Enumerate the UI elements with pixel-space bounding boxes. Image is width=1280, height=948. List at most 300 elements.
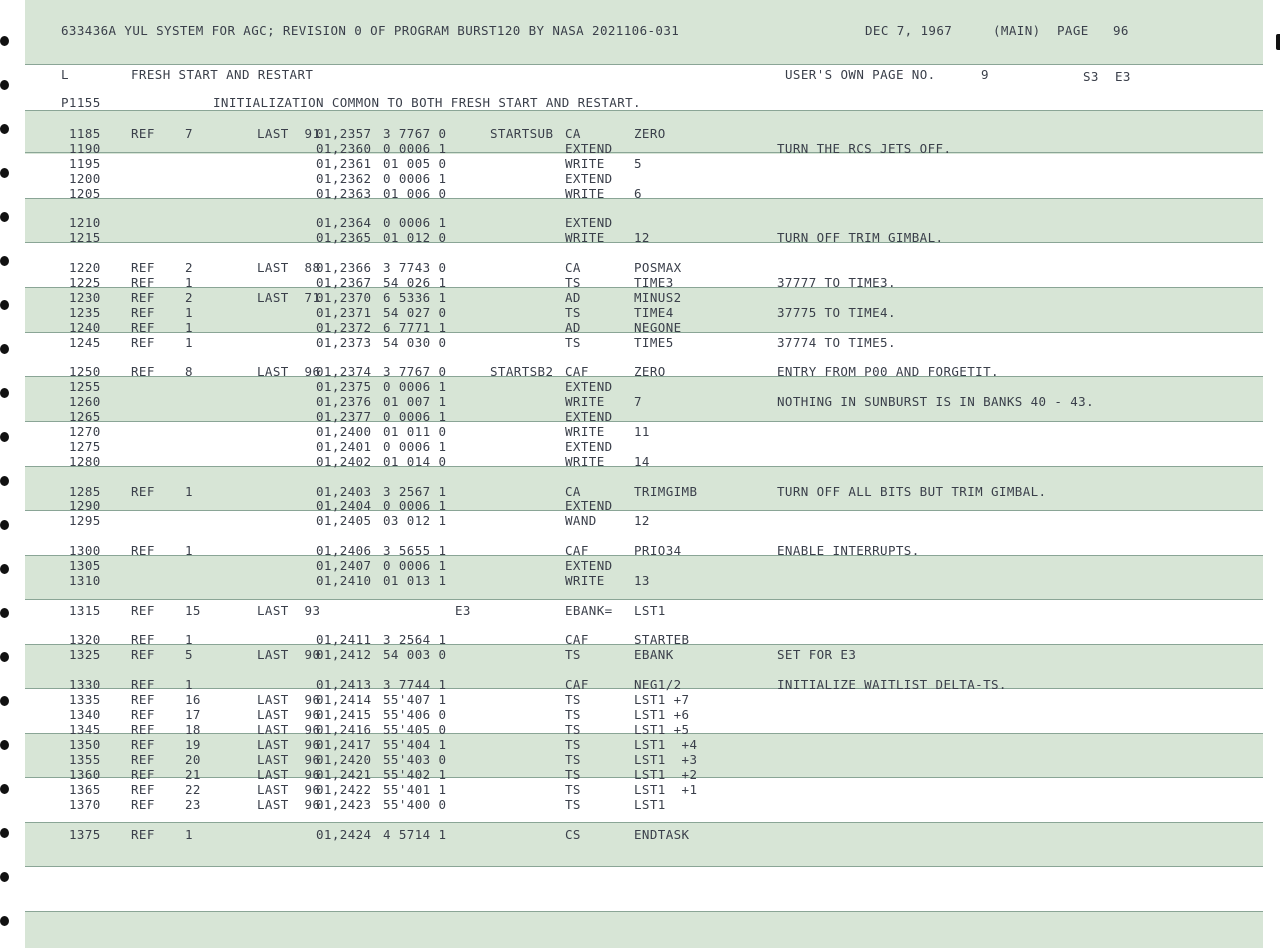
listing-row [25, 558, 1263, 573]
operand: TIME3 [634, 275, 674, 290]
octal-code: 0 0006 1 [383, 141, 447, 156]
opcode: TS [565, 647, 581, 662]
line-number: 1335 [69, 692, 101, 707]
octal-code: 6 5336 1 [383, 290, 447, 305]
line-number: 1290 [69, 498, 101, 513]
last-label: LAST 96 [257, 782, 321, 797]
octal-code: 54 026 1 [383, 275, 447, 290]
operand: ENDTASK [634, 827, 690, 842]
last-label: LAST 96 [257, 737, 321, 752]
address: 01,2405 [316, 513, 372, 528]
listing-row [25, 647, 1263, 662]
octal-code: 54 003 0 [383, 647, 447, 662]
opcode: AD [565, 320, 581, 335]
listing-row [25, 364, 1263, 379]
line-number: 1305 [69, 558, 101, 573]
comment: 37774 TO TIME5. [777, 335, 896, 350]
ref-count: 1 [185, 275, 193, 290]
line-number: 1220 [69, 260, 101, 275]
opcode: WRITE [565, 186, 605, 201]
octal-code: 55'402 1 [383, 767, 447, 782]
opcode: TS [565, 275, 581, 290]
last-label: LAST 71 [257, 290, 321, 305]
address: 01,2416 [316, 722, 372, 737]
listing-row [25, 186, 1263, 201]
ref-count: 21 [185, 767, 201, 782]
last-label: LAST 96 [257, 722, 321, 737]
page-ref-id: P1155 [61, 95, 101, 110]
line-number: 1205 [69, 186, 101, 201]
comment: INITIALIZE WAITLIST DELTA-TS. [777, 677, 1007, 692]
line-number: 1370 [69, 797, 101, 812]
octal-code: 55'404 1 [383, 737, 447, 752]
operand: LST1 +7 [634, 692, 690, 707]
octal-code: 01 007 1 [383, 394, 447, 409]
listing-row [25, 454, 1263, 469]
ref-count: 2 [185, 290, 193, 305]
ref-count: 7 [185, 126, 193, 141]
opcode: TS [565, 305, 581, 320]
listing-row [25, 513, 1263, 528]
octal-code: 55'403 0 [383, 752, 447, 767]
ref-label: REF [131, 305, 155, 320]
address: 01,2365 [316, 230, 372, 245]
ref-count: 1 [185, 320, 193, 335]
ref-label: REF [131, 484, 155, 499]
operand: NEG1/2 [634, 677, 682, 692]
ref-count: 1 [185, 305, 193, 320]
ref-count: 19 [185, 737, 201, 752]
opcode: WRITE [565, 230, 605, 245]
address: 01,2401 [316, 439, 372, 454]
address: 01,2420 [316, 752, 372, 767]
listing-row [25, 141, 1263, 156]
opcode: EXTEND [565, 558, 613, 573]
listing-row [25, 171, 1263, 186]
opcode: EBANK= [565, 603, 613, 618]
comment: SET FOR E3 [777, 647, 857, 662]
opcode: WRITE [565, 454, 605, 469]
line-number: 1255 [69, 379, 101, 394]
listing-row [25, 543, 1263, 558]
octal-code: 3 7767 0 [383, 126, 447, 141]
ref-count: 1 [185, 484, 193, 499]
opcode: CA [565, 126, 581, 141]
line-number: 1280 [69, 454, 101, 469]
operand: 11 [634, 424, 650, 439]
ref-label: REF [131, 603, 155, 618]
line-number: 1310 [69, 573, 101, 588]
opcode: EXTEND [565, 409, 613, 424]
last-label: LAST 96 [257, 364, 321, 379]
ref-label: REF [131, 797, 155, 812]
users-page-label: USER'S OWN PAGE NO. [785, 67, 936, 82]
line-number: 1265 [69, 409, 101, 424]
listing-date: DEC 7, 1967 [865, 23, 953, 38]
address: 01,2371 [316, 305, 372, 320]
e-value: E3 [1115, 69, 1131, 84]
ref-label: REF [131, 827, 155, 842]
line-number: 1360 [69, 767, 101, 782]
address: 01,2375 [316, 379, 372, 394]
opcode: WRITE [565, 424, 605, 439]
listing-row [25, 827, 1263, 842]
ref-count: 18 [185, 722, 201, 737]
operand: LST1 +5 [634, 722, 690, 737]
comment: NOTHING IN SUNBURST IS IN BANKS 40 - 43. [777, 394, 1095, 409]
octal-code: 0 0006 1 [383, 498, 447, 513]
octal-code: 6 7771 1 [383, 320, 447, 335]
ref-count: 1 [185, 632, 193, 647]
ref-label: REF [131, 722, 155, 737]
line-number: 1225 [69, 275, 101, 290]
octal-code: 3 7743 0 [383, 260, 447, 275]
ref-label: REF [131, 290, 155, 305]
listing-row [25, 275, 1263, 290]
opcode: CAF [565, 677, 589, 692]
ref-label: REF [131, 543, 155, 558]
operand: EBANK [634, 647, 674, 662]
listing-main-label: (MAIN) [993, 23, 1041, 38]
ref-count: 2 [185, 260, 193, 275]
opcode: TS [565, 335, 581, 350]
listing-row [25, 126, 1263, 141]
opcode: TS [565, 797, 581, 812]
line-number: 1315 [69, 603, 101, 618]
address: 01,2370 [316, 290, 372, 305]
last-label: LAST 96 [257, 752, 321, 767]
octal-code: 55'401 1 [383, 782, 447, 797]
ref-label: REF [131, 126, 155, 141]
listing-row [25, 260, 1263, 275]
ref-count: 1 [185, 543, 193, 558]
last-label: LAST 96 [257, 797, 321, 812]
octal-code: 01 014 0 [383, 454, 447, 469]
listing-row [25, 290, 1263, 305]
ref-label: REF [131, 752, 155, 767]
octal-code: 3 7767 0 [383, 364, 447, 379]
listing-row [25, 692, 1263, 707]
address: 01,2373 [316, 335, 372, 350]
ref-count: 22 [185, 782, 201, 797]
ref-label: REF [131, 767, 155, 782]
octal-code: E3 [455, 603, 471, 618]
users-page-number: 9 [981, 67, 989, 82]
printout-sheet [25, 0, 1263, 948]
line-number: 1210 [69, 215, 101, 230]
ref-count: 16 [185, 692, 201, 707]
listing-row [25, 424, 1263, 439]
ref-label: REF [131, 320, 155, 335]
operand: TIME5 [634, 335, 674, 350]
octal-code: 55'407 1 [383, 692, 447, 707]
operand: LST1 +2 [634, 767, 698, 782]
line-number: 1365 [69, 782, 101, 797]
operand: PRIO34 [634, 543, 682, 558]
address: 01,2423 [316, 797, 372, 812]
comment: 37775 TO TIME4. [777, 305, 896, 320]
operand: 7 [634, 394, 642, 409]
ref-label: REF [131, 707, 155, 722]
line-number: 1270 [69, 424, 101, 439]
line-number: 1300 [69, 543, 101, 558]
page-label: PAGE [1057, 23, 1089, 38]
listing-row [25, 498, 1263, 513]
opcode: EXTEND [565, 379, 613, 394]
ref-count: 5 [185, 647, 193, 662]
octal-code: 54 027 0 [383, 305, 447, 320]
line-number: 1230 [69, 290, 101, 305]
line-number: 1195 [69, 156, 101, 171]
operand: 12 [634, 230, 650, 245]
address: 01,2407 [316, 558, 372, 573]
address: 01,2406 [316, 543, 372, 558]
ref-label: REF [131, 737, 155, 752]
sprocket-holes [0, 0, 20, 948]
comment: TURN THE RCS JETS OFF. [777, 141, 952, 156]
address: 01,2421 [316, 767, 372, 782]
opcode: EXTEND [565, 498, 613, 513]
address: 01,2377 [316, 409, 372, 424]
operand: POSMAX [634, 260, 682, 275]
listing-row [25, 484, 1263, 499]
operand: LST1 +1 [634, 782, 698, 797]
listing-row [25, 782, 1263, 797]
octal-code: 01 013 1 [383, 573, 447, 588]
comment: ENTRY FROM P00 AND FORGETIT. [777, 364, 999, 379]
octal-code: 0 0006 1 [383, 379, 447, 394]
listing-row [25, 439, 1263, 454]
last-label: LAST 91 [257, 126, 321, 141]
address: 01,2360 [316, 141, 372, 156]
address: 01,2403 [316, 484, 372, 499]
page-ref-title: INITIALIZATION COMMON TO BOTH FRESH START AND RESTART. [213, 95, 641, 110]
listing-title: 633436A YUL SYSTEM FOR AGC; REVISION 0 OF PROGRAM BURST120 BY NASA 2021106-031 [61, 23, 680, 38]
listing-row [25, 305, 1263, 320]
ref-label: REF [131, 677, 155, 692]
address: 01,2412 [316, 647, 372, 662]
octal-code: 3 7744 1 [383, 677, 447, 692]
octal-code: 4 5714 1 [383, 827, 447, 842]
line-number: 1190 [69, 141, 101, 156]
line-number: 1325 [69, 647, 101, 662]
address: 01,2372 [316, 320, 372, 335]
opcode: CA [565, 484, 581, 499]
octal-code: 0 0006 1 [383, 558, 447, 573]
line-number: 1375 [69, 827, 101, 842]
listing-row [25, 409, 1263, 424]
listing-row [25, 707, 1263, 722]
octal-code: 01 011 0 [383, 424, 447, 439]
last-label: LAST 96 [257, 707, 321, 722]
ref-label: REF [131, 275, 155, 290]
address: 01,2413 [316, 677, 372, 692]
operand: LST1 +3 [634, 752, 698, 767]
comment: ENABLE INTERRUPTS. [777, 543, 920, 558]
line-number: 1330 [69, 677, 101, 692]
opcode: CS [565, 827, 581, 842]
last-label: LAST 90 [257, 647, 321, 662]
s-value: S3 [1083, 69, 1099, 84]
opcode: WRITE [565, 156, 605, 171]
listing-row [25, 573, 1263, 588]
listing-row [25, 797, 1263, 812]
listing-row [25, 677, 1263, 692]
line-number: 1340 [69, 707, 101, 722]
ref-count: 15 [185, 603, 201, 618]
line-number: 1245 [69, 335, 101, 350]
last-label: LAST 93 [257, 603, 321, 618]
line-number: 1200 [69, 171, 101, 186]
opcode: TS [565, 782, 581, 797]
ref-count: 8 [185, 364, 193, 379]
ref-count: 1 [185, 335, 193, 350]
address: 01,2414 [316, 692, 372, 707]
octal-code: 0 0006 1 [383, 439, 447, 454]
opcode: TS [565, 767, 581, 782]
address: 01,2424 [316, 827, 372, 842]
address: 01,2364 [316, 215, 372, 230]
octal-code: 03 012 1 [383, 513, 447, 528]
line-number: 1275 [69, 439, 101, 454]
last-label: LAST 96 [257, 692, 321, 707]
octal-code: 55'406 0 [383, 707, 447, 722]
operand: TIME4 [634, 305, 674, 320]
ref-count: 20 [185, 752, 201, 767]
listing-row [25, 722, 1263, 737]
line-number: 1295 [69, 513, 101, 528]
opcode: EXTEND [565, 141, 613, 156]
operand: LST1 [634, 797, 666, 812]
line-number: 1350 [69, 737, 101, 752]
operand: LST1 [634, 603, 666, 618]
ref-label: REF [131, 335, 155, 350]
octal-code: 55'400 0 [383, 797, 447, 812]
operand: LST1 +4 [634, 737, 698, 752]
address: 01,2361 [316, 156, 372, 171]
line-number: 1215 [69, 230, 101, 245]
listing-row [25, 632, 1263, 647]
opcode: EXTEND [565, 215, 613, 230]
address: 01,2422 [316, 782, 372, 797]
line-number: 1285 [69, 484, 101, 499]
opcode: AD [565, 290, 581, 305]
opcode: WAND [565, 513, 597, 528]
listing-row [25, 320, 1263, 335]
opcode: TS [565, 692, 581, 707]
listing-row [25, 603, 1263, 618]
ref-label: REF [131, 364, 155, 379]
line-number: 1355 [69, 752, 101, 767]
listing-row [25, 752, 1263, 767]
line-number: 1235 [69, 305, 101, 320]
ref-label: REF [131, 632, 155, 647]
octal-code: 0 0006 1 [383, 215, 447, 230]
opcode: WRITE [565, 394, 605, 409]
ref-count: 1 [185, 677, 193, 692]
line-number: 1260 [69, 394, 101, 409]
last-label: LAST 88 [257, 260, 321, 275]
operand: 5 [634, 156, 642, 171]
address: 01,2376 [316, 394, 372, 409]
operand: TRIMGIMB [634, 484, 698, 499]
operand: ZERO [634, 126, 666, 141]
symbol-label: STARTSB2 [490, 364, 554, 379]
opcode: EXTEND [565, 439, 613, 454]
section-title: FRESH START AND RESTART [131, 67, 314, 82]
address: 01,2362 [316, 171, 372, 186]
address: 01,2366 [316, 260, 372, 275]
ref-label: REF [131, 782, 155, 797]
ref-label: REF [131, 260, 155, 275]
octal-code: 01 005 0 [383, 156, 447, 171]
comment: TURN OFF ALL BITS BUT TRIM GIMBAL. [777, 484, 1047, 499]
opcode: WRITE [565, 573, 605, 588]
octal-code: 0 0006 1 [383, 171, 447, 186]
opcode: TS [565, 752, 581, 767]
octal-code: 54 030 0 [383, 335, 447, 350]
operand: 6 [634, 186, 642, 201]
opcode: TS [565, 722, 581, 737]
last-label: LAST 96 [257, 767, 321, 782]
opcode: TS [565, 707, 581, 722]
address: 01,2374 [316, 364, 372, 379]
address: 01,2411 [316, 632, 372, 647]
address: 01,2417 [316, 737, 372, 752]
listing-row [25, 215, 1263, 230]
listing-row [25, 737, 1263, 752]
octal-code: 3 2564 1 [383, 632, 447, 647]
listing-row [25, 335, 1263, 350]
symbol-label: STARTSUB [490, 126, 554, 141]
listing-row [25, 394, 1263, 409]
operand: NEGONE [634, 320, 682, 335]
operand: 14 [634, 454, 650, 469]
line-number: 1320 [69, 632, 101, 647]
line-number: 1345 [69, 722, 101, 737]
opcode: CAF [565, 632, 589, 647]
comment: 37777 TO TIME3. [777, 275, 896, 290]
octal-code: 01 012 0 [383, 230, 447, 245]
address: 01,2410 [316, 573, 372, 588]
ref-count: 17 [185, 707, 201, 722]
opcode: TS [565, 737, 581, 752]
line-number: 1185 [69, 126, 101, 141]
opcode: EXTEND [565, 171, 613, 186]
octal-code: 3 5655 1 [383, 543, 447, 558]
right-edge-mark [1276, 34, 1280, 50]
operand: LST1 +6 [634, 707, 690, 722]
octal-code: 01 006 0 [383, 186, 447, 201]
operand: 13 [634, 573, 650, 588]
operand: ZERO [634, 364, 666, 379]
address: 01,2367 [316, 275, 372, 290]
operand: MINUS2 [634, 290, 682, 305]
opcode: CA [565, 260, 581, 275]
listing-type: L [61, 67, 69, 82]
address: 01,2402 [316, 454, 372, 469]
ref-count: 1 [185, 827, 193, 842]
ref-count: 23 [185, 797, 201, 812]
listing-row [25, 767, 1263, 782]
address: 01,2357 [316, 126, 372, 141]
address: 01,2363 [316, 186, 372, 201]
line-number: 1240 [69, 320, 101, 335]
listing-row [25, 379, 1263, 394]
listing-row [25, 230, 1263, 245]
address: 01,2404 [316, 498, 372, 513]
opcode: CAF [565, 364, 589, 379]
